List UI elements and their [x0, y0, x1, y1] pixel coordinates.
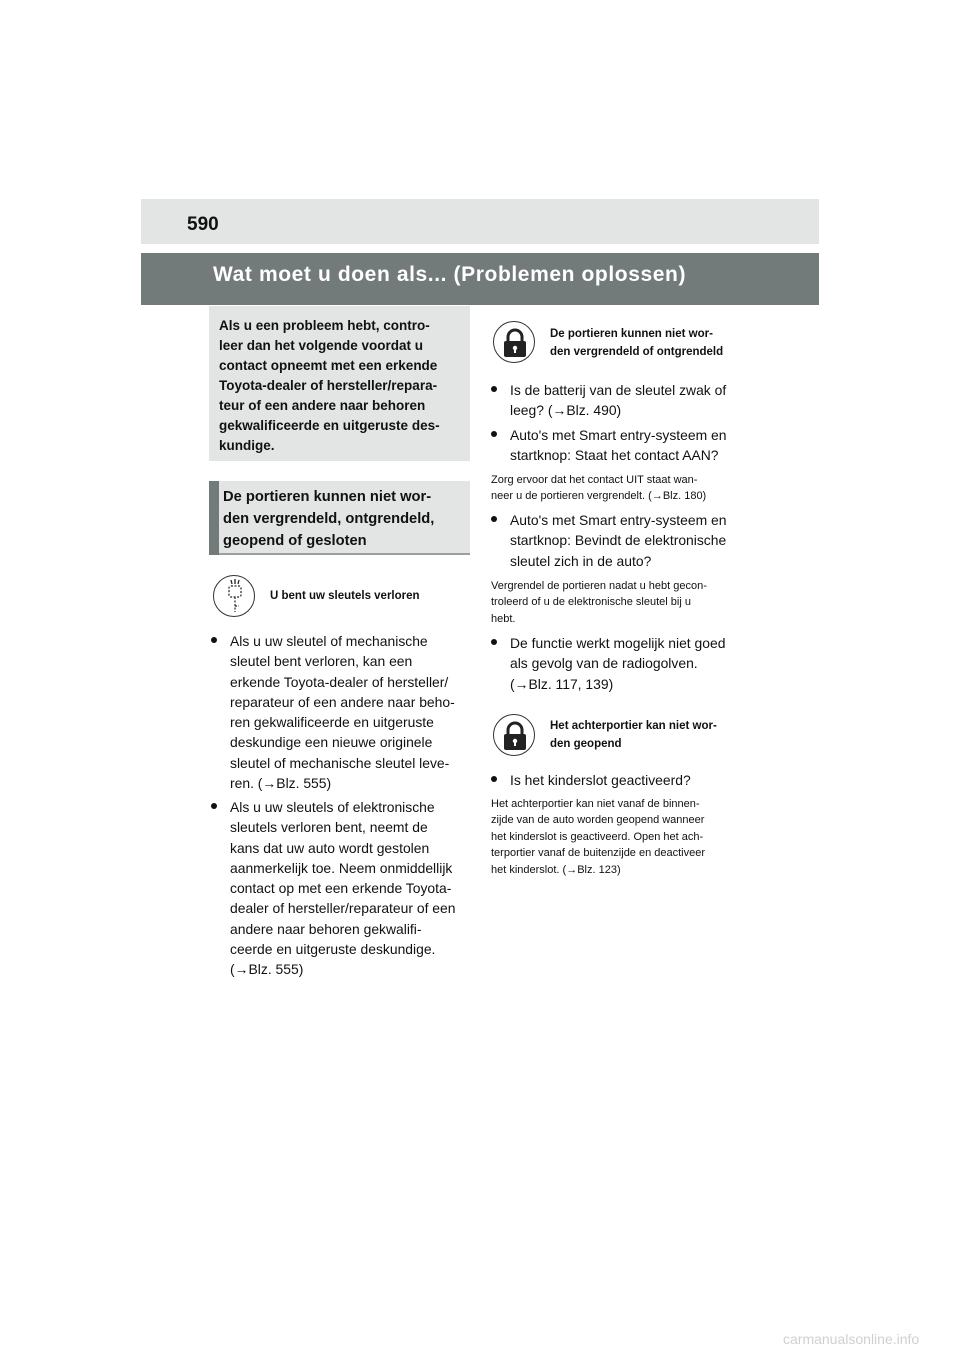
key-icon	[213, 575, 255, 617]
bullet-dot	[491, 639, 497, 645]
bullet-dot	[491, 386, 497, 392]
note-text: Zorg ervoor dat het contact UIT staat wan- neer u de portieren vergrendelt. (→Blz. 180)	[491, 474, 707, 503]
list-item-text: Auto's met Smart entry-systeem en startknop: Bevindt de elektronische sleutel zich in de auto?	[510, 512, 727, 569]
bullet-dot	[491, 431, 497, 437]
list-item-text: Auto's met Smart entry-systeem en startknop: Staat het contact AAN?	[510, 427, 727, 464]
page-title: Wat moet u doen als... (Problemen oplossen)	[213, 263, 687, 286]
rear-door-label: Het achterportier kan niet wor- den geopend	[550, 720, 717, 750]
bullet-dot	[211, 803, 217, 809]
section-accent-bar	[209, 481, 219, 555]
note-text: Het achterportier kan niet vanaf de binnen- zijde van de auto worden geopend wanneer het kinderslot is geactiveerd. Open het ach- terportier vanaf de buitenzijde en deactiveer het kinderslot. (→Blz. 123)	[491, 798, 706, 876]
list-item-text: Als u uw sleutel of mechanische sleutel bent verloren, kan een erkende Toyota-dealer of hersteller/ reparateur of een andere naar beho- ren gekwalificeerde en uitgeruste deskundige een nieuwe originele sleutel of mechanische sleutel leve- ren. (→Blz. 555)	[230, 633, 455, 792]
list-item-text: Is het kinderslot geactiveerd?	[510, 772, 691, 788]
page-number-band	[141, 199, 819, 244]
page-number: 590	[187, 214, 219, 235]
bullet-dot	[491, 516, 497, 522]
watermark: carmanualsonline.info	[783, 1331, 920, 1347]
section-heading: De portieren kunnen niet wor- den vergrendeld, ontgrendeld, geopend of gesloten	[223, 489, 435, 549]
list-item-text: Is de batterij van de sleutel zwak of leeg? (→Blz. 490)	[510, 382, 727, 419]
padlock-icon	[493, 714, 535, 756]
bullet-dot	[491, 776, 497, 782]
lost-keys-label: U bent uw sleutels verloren	[270, 590, 420, 602]
intro-text: Als u een probleem hebt, contro- leer dan het volgende voordat u contact opneemt met een erkende Toyota-dealer of hersteller/repara- teur of een andere naar behoren gekwalificeerde en uitgeruste des- kundige.	[219, 318, 440, 453]
list-item-text: Als u uw sleutels of elektronische sleutels verloren bent, neemt de kans dat uw auto wordt gestolen aanmerkelijk toe. Neem onmiddellijk contact op met een erkende Toyota- dealer of hersteller/reparateur of een andere naar behoren gekwalifi- ceerde en uitgeruste deskundige. (→Blz. 555)	[230, 799, 456, 978]
lock-issue-label: De portieren kunnen niet wor- den vergrendeld of ontgrendeld	[550, 328, 724, 358]
list-item-text: De functie werkt mogelijk niet goed als gevolg van de radiogolven. (→Blz. 117, 139)	[510, 635, 726, 692]
note-text: Vergrendel de portieren nadat u hebt gecon- troleerd of u de elektronische sleutel bij u hebt.	[491, 580, 707, 625]
bullet-dot	[211, 637, 217, 643]
padlock-icon	[493, 321, 535, 363]
